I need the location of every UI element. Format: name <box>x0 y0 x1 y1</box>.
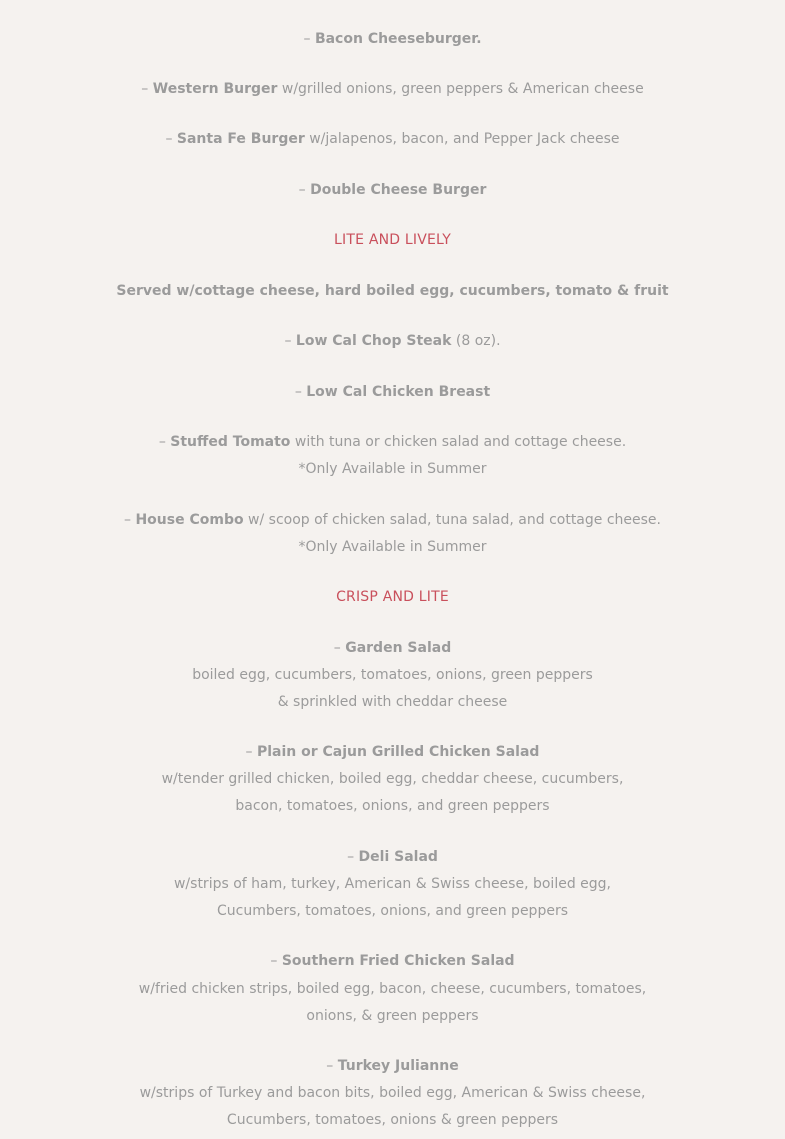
item-description: Cucumbers, tomatoes, onions & green peppers <box>226 1112 559 1128</box>
menu-item-low-cal-chicken-breast <box>0 382 785 402</box>
menu-item-southern-fried-chicken-salad <box>0 951 785 971</box>
item-dash: – <box>158 434 171 450</box>
menu-item-bacon-cheeseburger <box>0 29 785 49</box>
item-dash: – <box>333 640 346 656</box>
item-name: Western Burger <box>152 81 278 97</box>
menu-item-grilled-chicken-salad <box>0 742 785 762</box>
menu-item-low-cal-chop-steak <box>0 331 785 351</box>
menu-item-santa-fe-burger <box>0 129 785 149</box>
item-description: bacon, tomatoes, onions, and green peppers <box>235 798 550 814</box>
section-heading-lite-and-lively: LITE AND LIVELY <box>334 232 451 248</box>
menu-item-house-combo <box>0 510 785 530</box>
item-description: w/strips of ham, turkey, American & Swiss cheese, boiled egg, <box>173 876 611 892</box>
item-name: Low Cal Chicken Breast <box>306 384 491 400</box>
menu-item-stuffed-tomato <box>0 432 785 452</box>
item-dash: – <box>165 131 177 147</box>
item-description: boiled egg, cucumbers, tomatoes, onions, green peppers <box>192 667 593 683</box>
item-dash: – <box>326 1058 338 1074</box>
menu-item-western-burger <box>0 79 785 99</box>
item-dash: – <box>141 81 153 97</box>
served-with-note: Served w/cottage cheese, hard boiled egg, cucumbers, tomato & fruit <box>116 283 669 299</box>
availability-note: *Only Available in Summer <box>298 539 487 555</box>
item-dash: – <box>124 512 136 528</box>
item-name: Deli Salad <box>358 849 438 865</box>
item-name: Plain or Cajun Grilled Chicken Salad <box>256 744 540 760</box>
item-name: Garden Salad <box>345 640 452 656</box>
item-name: Stuffed Tomato <box>170 434 291 450</box>
item-description: Cucumbers, tomatoes, onions, and green peppers <box>216 903 568 919</box>
item-description: w/tender grilled chicken, boiled egg, cheddar cheese, cucumbers, <box>161 771 624 787</box>
item-description: w/jalapenos, bacon, and Pepper Jack cheese <box>304 131 620 147</box>
menu-item-garden-salad <box>0 638 785 658</box>
item-description: (8 oz). <box>451 333 501 349</box>
item-description: & sprinkled with cheddar cheese <box>277 694 508 710</box>
menu-item-deli-salad <box>0 847 785 867</box>
item-description: w/fried chicken strips, boiled egg, bacon, cheese, cucumbers, tomatoes, <box>138 981 647 997</box>
item-description: w/strips of Turkey and bacon bits, boiled egg, American & Swiss cheese, <box>139 1085 646 1101</box>
item-name: Double Cheese Burger <box>310 182 487 198</box>
item-name: Santa Fe Burger <box>176 131 305 147</box>
menu-item-double-cheese-burger <box>0 180 785 200</box>
item-dash: – <box>298 182 311 198</box>
item-dash: – <box>294 384 307 400</box>
item-description: w/grilled onions, green peppers & American cheese <box>277 81 644 97</box>
item-name: Bacon Cheeseburger. <box>314 31 482 47</box>
item-name: Southern Fried Chicken Salad <box>281 953 515 969</box>
item-dash: – <box>284 333 296 349</box>
item-name: Turkey Julianne <box>337 1058 459 1074</box>
item-description: with tuna or chicken salad and cottage cheese. <box>290 434 627 450</box>
item-dash: – <box>245 744 257 760</box>
menu-item-turkey-julianne <box>0 1056 785 1076</box>
item-description: onions, & green peppers <box>306 1008 479 1024</box>
item-name: House Combo <box>135 512 244 528</box>
section-heading-crisp-and-lite: CRISP AND LITE <box>336 589 449 605</box>
item-name: Low Cal Chop Steak <box>295 333 452 349</box>
item-description: w/ scoop of chicken salad, tuna salad, and cottage cheese. <box>243 512 661 528</box>
item-dash: – <box>270 953 282 969</box>
availability-note: *Only Available in Summer <box>298 461 487 477</box>
item-dash: – <box>347 849 359 865</box>
item-dash: – <box>303 31 315 47</box>
